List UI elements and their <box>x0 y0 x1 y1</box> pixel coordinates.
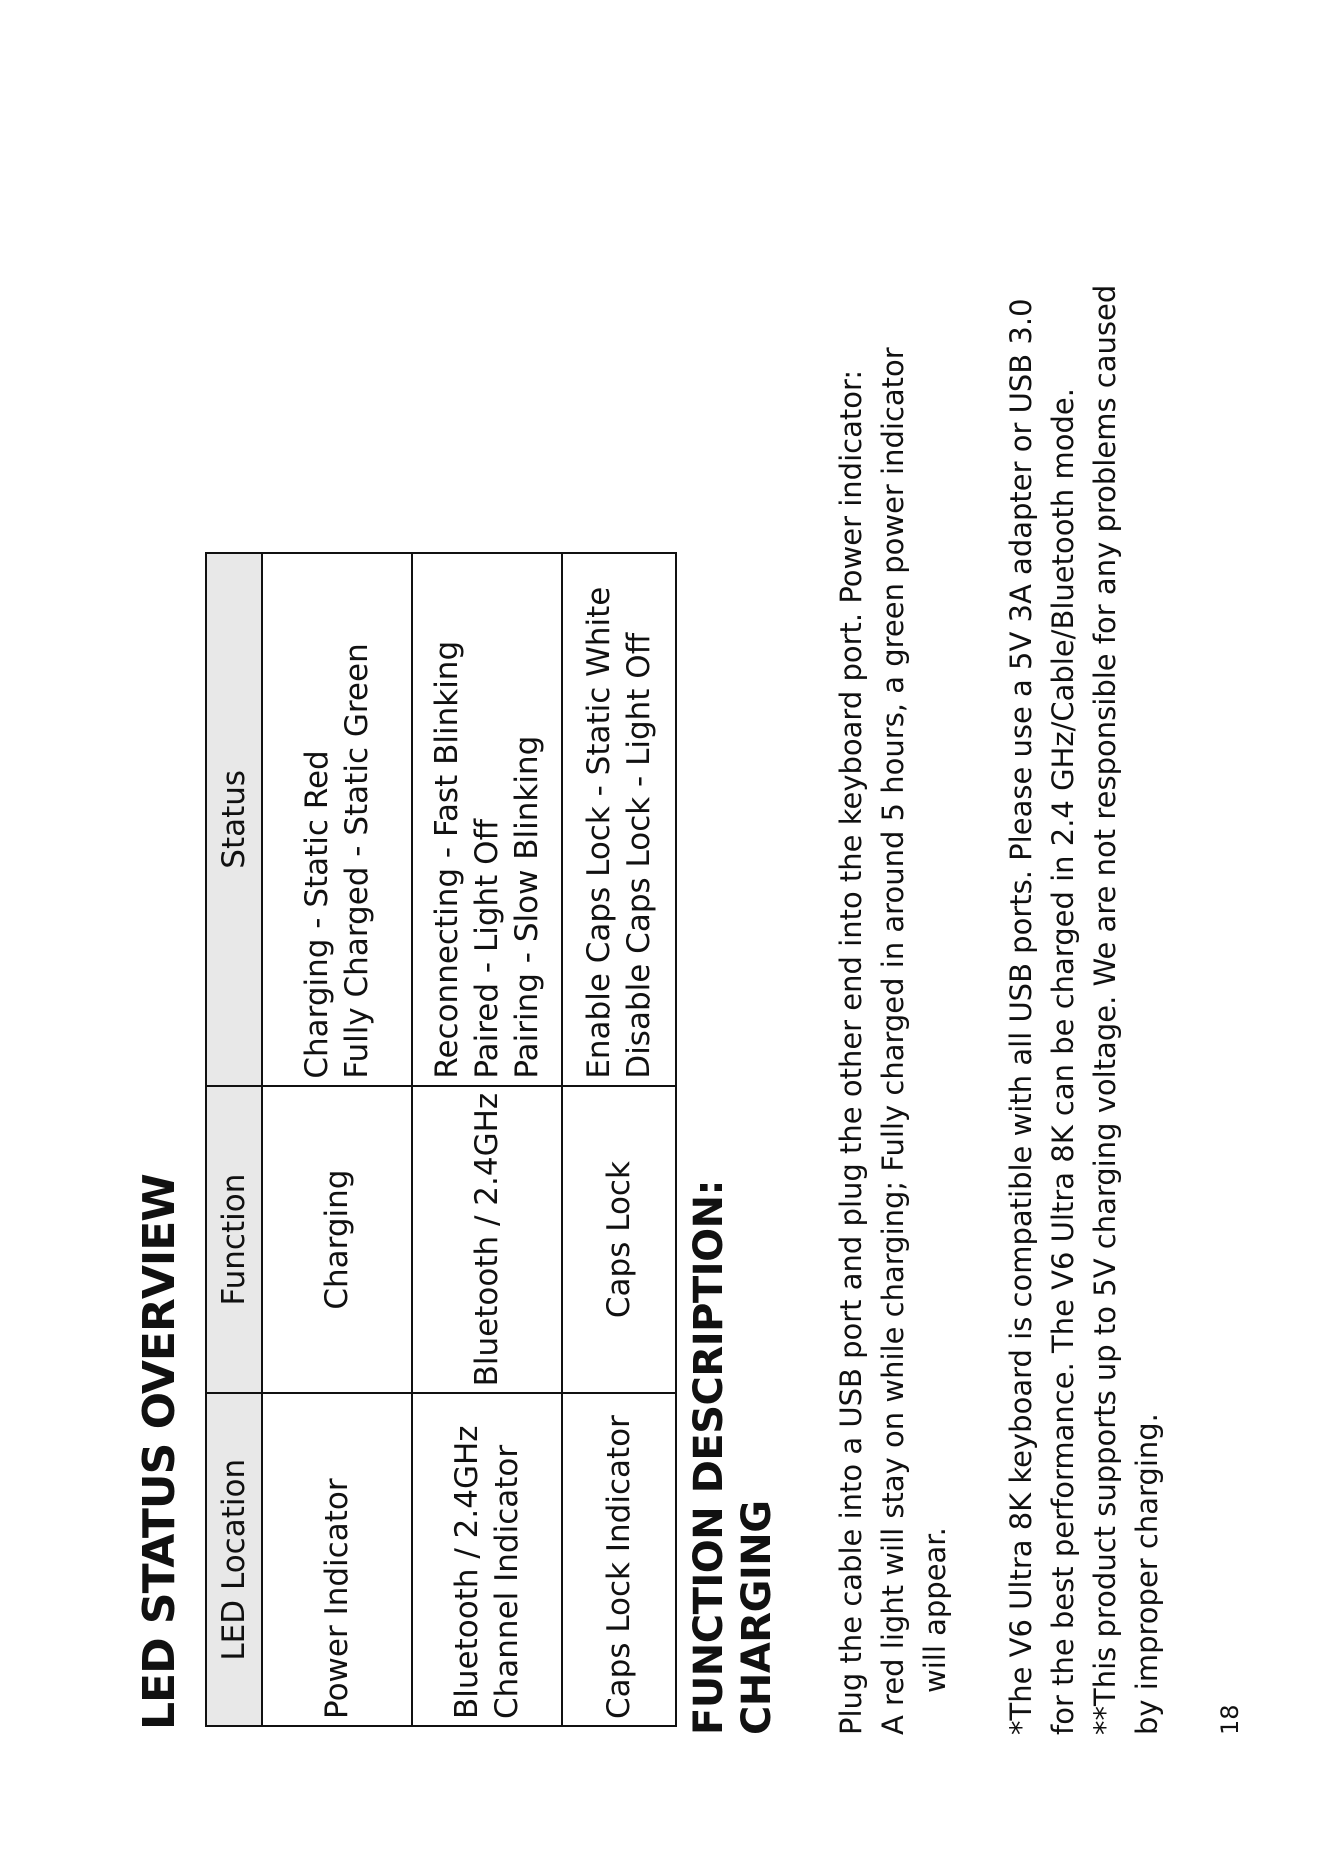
body-line: A red light will stay on while charging; Fully charged in around 5 hours, a green power indicator <box>876 347 910 1735</box>
charging-description <box>830 347 956 1735</box>
section-title <box>685 1180 781 1735</box>
note-line: for the best performance. The V6 Ultra 8K can be charged in 2.4 GHz/Cable/Bluetooth mode. <box>1046 388 1080 1735</box>
status-line: Enable Caps Lock - Static White <box>581 586 617 1079</box>
cell-location <box>562 1394 676 1727</box>
cell-location <box>262 1394 412 1727</box>
status-line: Charging - Static Red <box>299 750 335 1079</box>
body-line: will appear. <box>918 1527 952 1693</box>
cell-text: Caps Lock Indicator <box>601 1415 637 1719</box>
cell-function: Charging <box>262 1086 412 1394</box>
cell-status <box>562 553 676 1086</box>
cell-text: Channel Indicator <box>489 1444 525 1719</box>
page-title: LED STATUS OVERVIEW <box>134 1174 185 1730</box>
table-header-row <box>206 553 262 1726</box>
status-line: Paired - Light Off <box>469 819 505 1079</box>
note-line: *The V6 Ultra 8K keyboard is compatible with all USB ports. Please use a 5V 3A adapter or USB 3.0 <box>1004 298 1038 1735</box>
note-line: **This product supports up to 5V charging voltage. We are not responsible for any problems caused <box>1088 284 1122 1735</box>
cell-status <box>262 553 412 1086</box>
status-line: Reconnecting - Fast Blinking <box>429 640 465 1079</box>
body-line: Plug the cable into a USB port and plug the other end into the keyboard port. Power indicator: <box>834 369 868 1735</box>
header-function: Function <box>206 1086 262 1394</box>
table-row <box>262 553 412 1726</box>
cell-function: Caps Lock <box>562 1086 676 1394</box>
status-line: Pairing - Slow Blinking <box>509 735 545 1079</box>
led-status-table <box>205 552 677 1727</box>
header-status: Status <box>206 553 262 1086</box>
cell-status <box>412 553 562 1086</box>
cell-text: Bluetooth / 2.4GHz <box>449 1425 485 1719</box>
status-line: Fully Charged - Static Green <box>339 643 375 1079</box>
section-title-line: CHARGING <box>734 1500 780 1735</box>
status-line: Disable Caps Lock - Light Off <box>621 632 657 1079</box>
cell-function: Bluetooth / 2.4GHz <box>412 1086 562 1394</box>
cell-location <box>412 1394 562 1727</box>
page-number: 18 <box>1216 1704 1244 1735</box>
charging-notes <box>1000 284 1168 1735</box>
rotated-content <box>130 140 1324 1740</box>
cell-text: Power Indicator <box>319 1478 355 1719</box>
table-row <box>562 553 676 1726</box>
table-row <box>412 553 562 1726</box>
section-title-line: FUNCTION DESCRIPTION: <box>686 1179 732 1735</box>
note-line: by improper charging. <box>1130 1413 1164 1735</box>
header-led-location: LED Location <box>206 1394 262 1727</box>
